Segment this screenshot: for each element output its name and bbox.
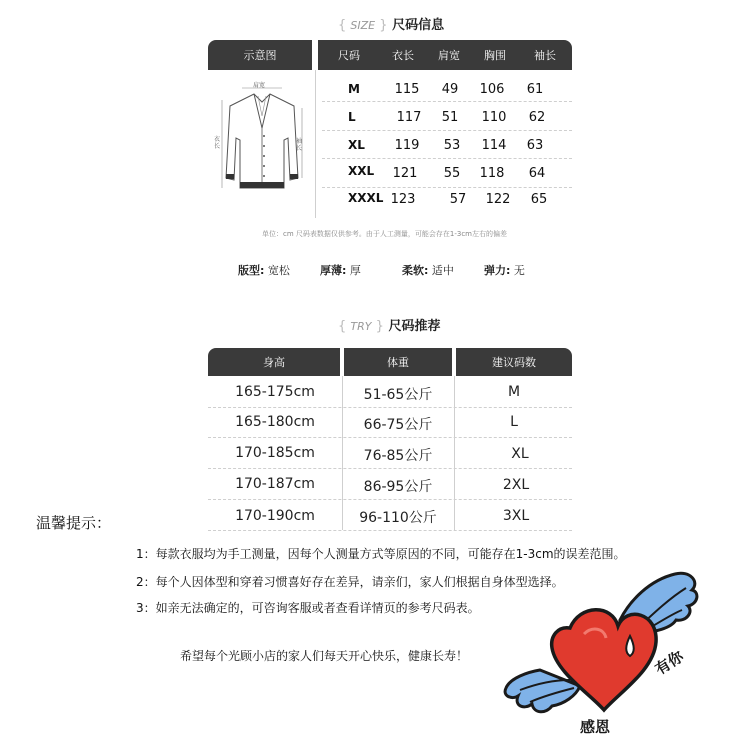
height-cell: 170-187cm (235, 476, 315, 492)
tip-item-1: 1：每款衣服均为手工测量，因每个人测量方式等原因的不同，可能存在1-3cm的误差范围。 (136, 547, 626, 561)
attr-elasticity-value: 无 (513, 264, 525, 277)
length-cell: 117 (396, 110, 422, 125)
weight-cell: 66-75公斤 (363, 417, 433, 433)
shoulder-cell: 53 (443, 138, 461, 153)
chest-cell: 114 (481, 138, 507, 153)
weight-cell: 86-95公斤 (363, 479, 433, 495)
row-divider (322, 130, 572, 131)
attr-fit-value: 宽松 (267, 264, 290, 277)
diagram-label-length: 衣长 (214, 136, 221, 150)
size-tag: SIZE (350, 19, 376, 32)
sticker-text-right: 有你 (651, 647, 687, 679)
sleeve-cell: 64 (528, 166, 546, 181)
try-tag: TRY (350, 320, 372, 333)
chest-col-header: 胸围 (472, 40, 518, 70)
length-cell: 121 (392, 166, 418, 181)
size-cell: XL (348, 138, 365, 152)
sleeve-cell: 61 (526, 82, 544, 97)
weight-cell: 96-110公斤 (359, 510, 437, 526)
try-divider-2 (454, 376, 455, 530)
sleeve-cell: 65 (530, 192, 548, 207)
suggest-cell: M (507, 384, 521, 400)
suggest-cell: L (510, 414, 518, 430)
suggest-cell: XL (511, 446, 529, 462)
attr-softness (402, 262, 454, 278)
attr-elasticity (484, 262, 525, 278)
size-note: 单位：cm 尺码表数据仅供参考。由于人工测量，可能会存在1-3cm左右的偏差 (262, 230, 507, 238)
try-divider-1 (342, 376, 343, 530)
size-cell: XXL (348, 164, 375, 178)
attr-fit (238, 262, 290, 278)
height-cell: 170-190cm (235, 508, 315, 524)
chest-cell: 118 (479, 166, 505, 181)
suggest-cell: 2XL (502, 477, 530, 493)
diagram-label-sleeve: 袖长 (296, 138, 303, 152)
size-section-title: { SIZE } 尺码信息 (338, 18, 445, 33)
shoulder-col-header: 肩宽 (426, 40, 472, 70)
sleeve-col-header: 袖长 (518, 40, 572, 70)
diagram-label-shoulder: 肩宽 (253, 82, 266, 89)
suggest-cell: 3XL (502, 508, 530, 524)
attr-thickness-label: 厚薄: (320, 264, 347, 277)
attr-thickness-value: 厚 (349, 264, 361, 277)
chest-cell: 106 (479, 82, 505, 97)
attr-fit-label: 版型: (238, 264, 265, 277)
row-divider (208, 499, 572, 500)
row-divider (208, 468, 572, 469)
attr-softness-label: 柔软: (402, 264, 429, 277)
chest-cell: 122 (485, 192, 511, 207)
shoulder-cell: 51 (441, 110, 459, 125)
shoulder-cell: 49 (441, 82, 459, 97)
attr-elasticity-label: 弹力: (484, 264, 511, 277)
wish-text: 希望每个光顾小店的家人们每天开心快乐，健康长寿！ (180, 649, 469, 663)
size-cell: L (348, 110, 356, 124)
sleeve-cell: 62 (528, 110, 546, 125)
diagram-header: 示意图 (208, 40, 312, 70)
row-divider (208, 407, 572, 408)
length-cell: 119 (394, 138, 420, 153)
try-section-title: { TRY } 尺码推荐 (338, 319, 441, 334)
diagram-divider (315, 70, 316, 218)
height-col-header: 身高 (208, 348, 340, 376)
length-cell: 115 (394, 82, 420, 97)
shoulder-cell: 55 (443, 166, 461, 181)
tips-title: 温馨提示： (36, 514, 112, 532)
sticker-text-bottom: 感恩 (580, 718, 611, 736)
tip-item-2: 2：每个人因体型和穿着习惯喜好存在差异，请亲们，家人们根据自身体型选择。 (136, 575, 564, 589)
height-cell: 165-180cm (235, 414, 315, 430)
shoulder-cell: 57 (449, 192, 467, 207)
size-cell: XXXL (348, 191, 384, 205)
sleeve-cell: 63 (526, 138, 544, 153)
row-divider (208, 530, 572, 531)
size-title: 尺码信息 (392, 18, 445, 33)
attr-thickness (320, 262, 361, 278)
suggest-col-header: 建议码数 (456, 348, 572, 376)
size-cell: M (348, 82, 360, 96)
weight-cell: 51-65公斤 (363, 387, 433, 403)
weight-cell: 76-85公斤 (363, 448, 433, 464)
attr-softness-value: 适中 (431, 264, 454, 277)
row-divider (322, 187, 572, 188)
length-cell: 123 (390, 192, 416, 207)
weight-col-header: 体重 (344, 348, 452, 376)
size-col-header: 尺码 (318, 40, 380, 70)
chest-cell: 110 (481, 110, 507, 125)
height-cell: 170-185cm (235, 445, 315, 461)
try-title: 尺码推荐 (388, 319, 441, 334)
row-divider (322, 158, 572, 159)
row-divider (322, 101, 572, 102)
length-col-header: 衣长 (380, 40, 426, 70)
tip-item-3: 3：如亲无法确定的，可咨询客服或者查看详情页的参考尺码表。 (136, 601, 480, 615)
height-cell: 165-175cm (235, 384, 315, 400)
row-divider (208, 437, 572, 438)
